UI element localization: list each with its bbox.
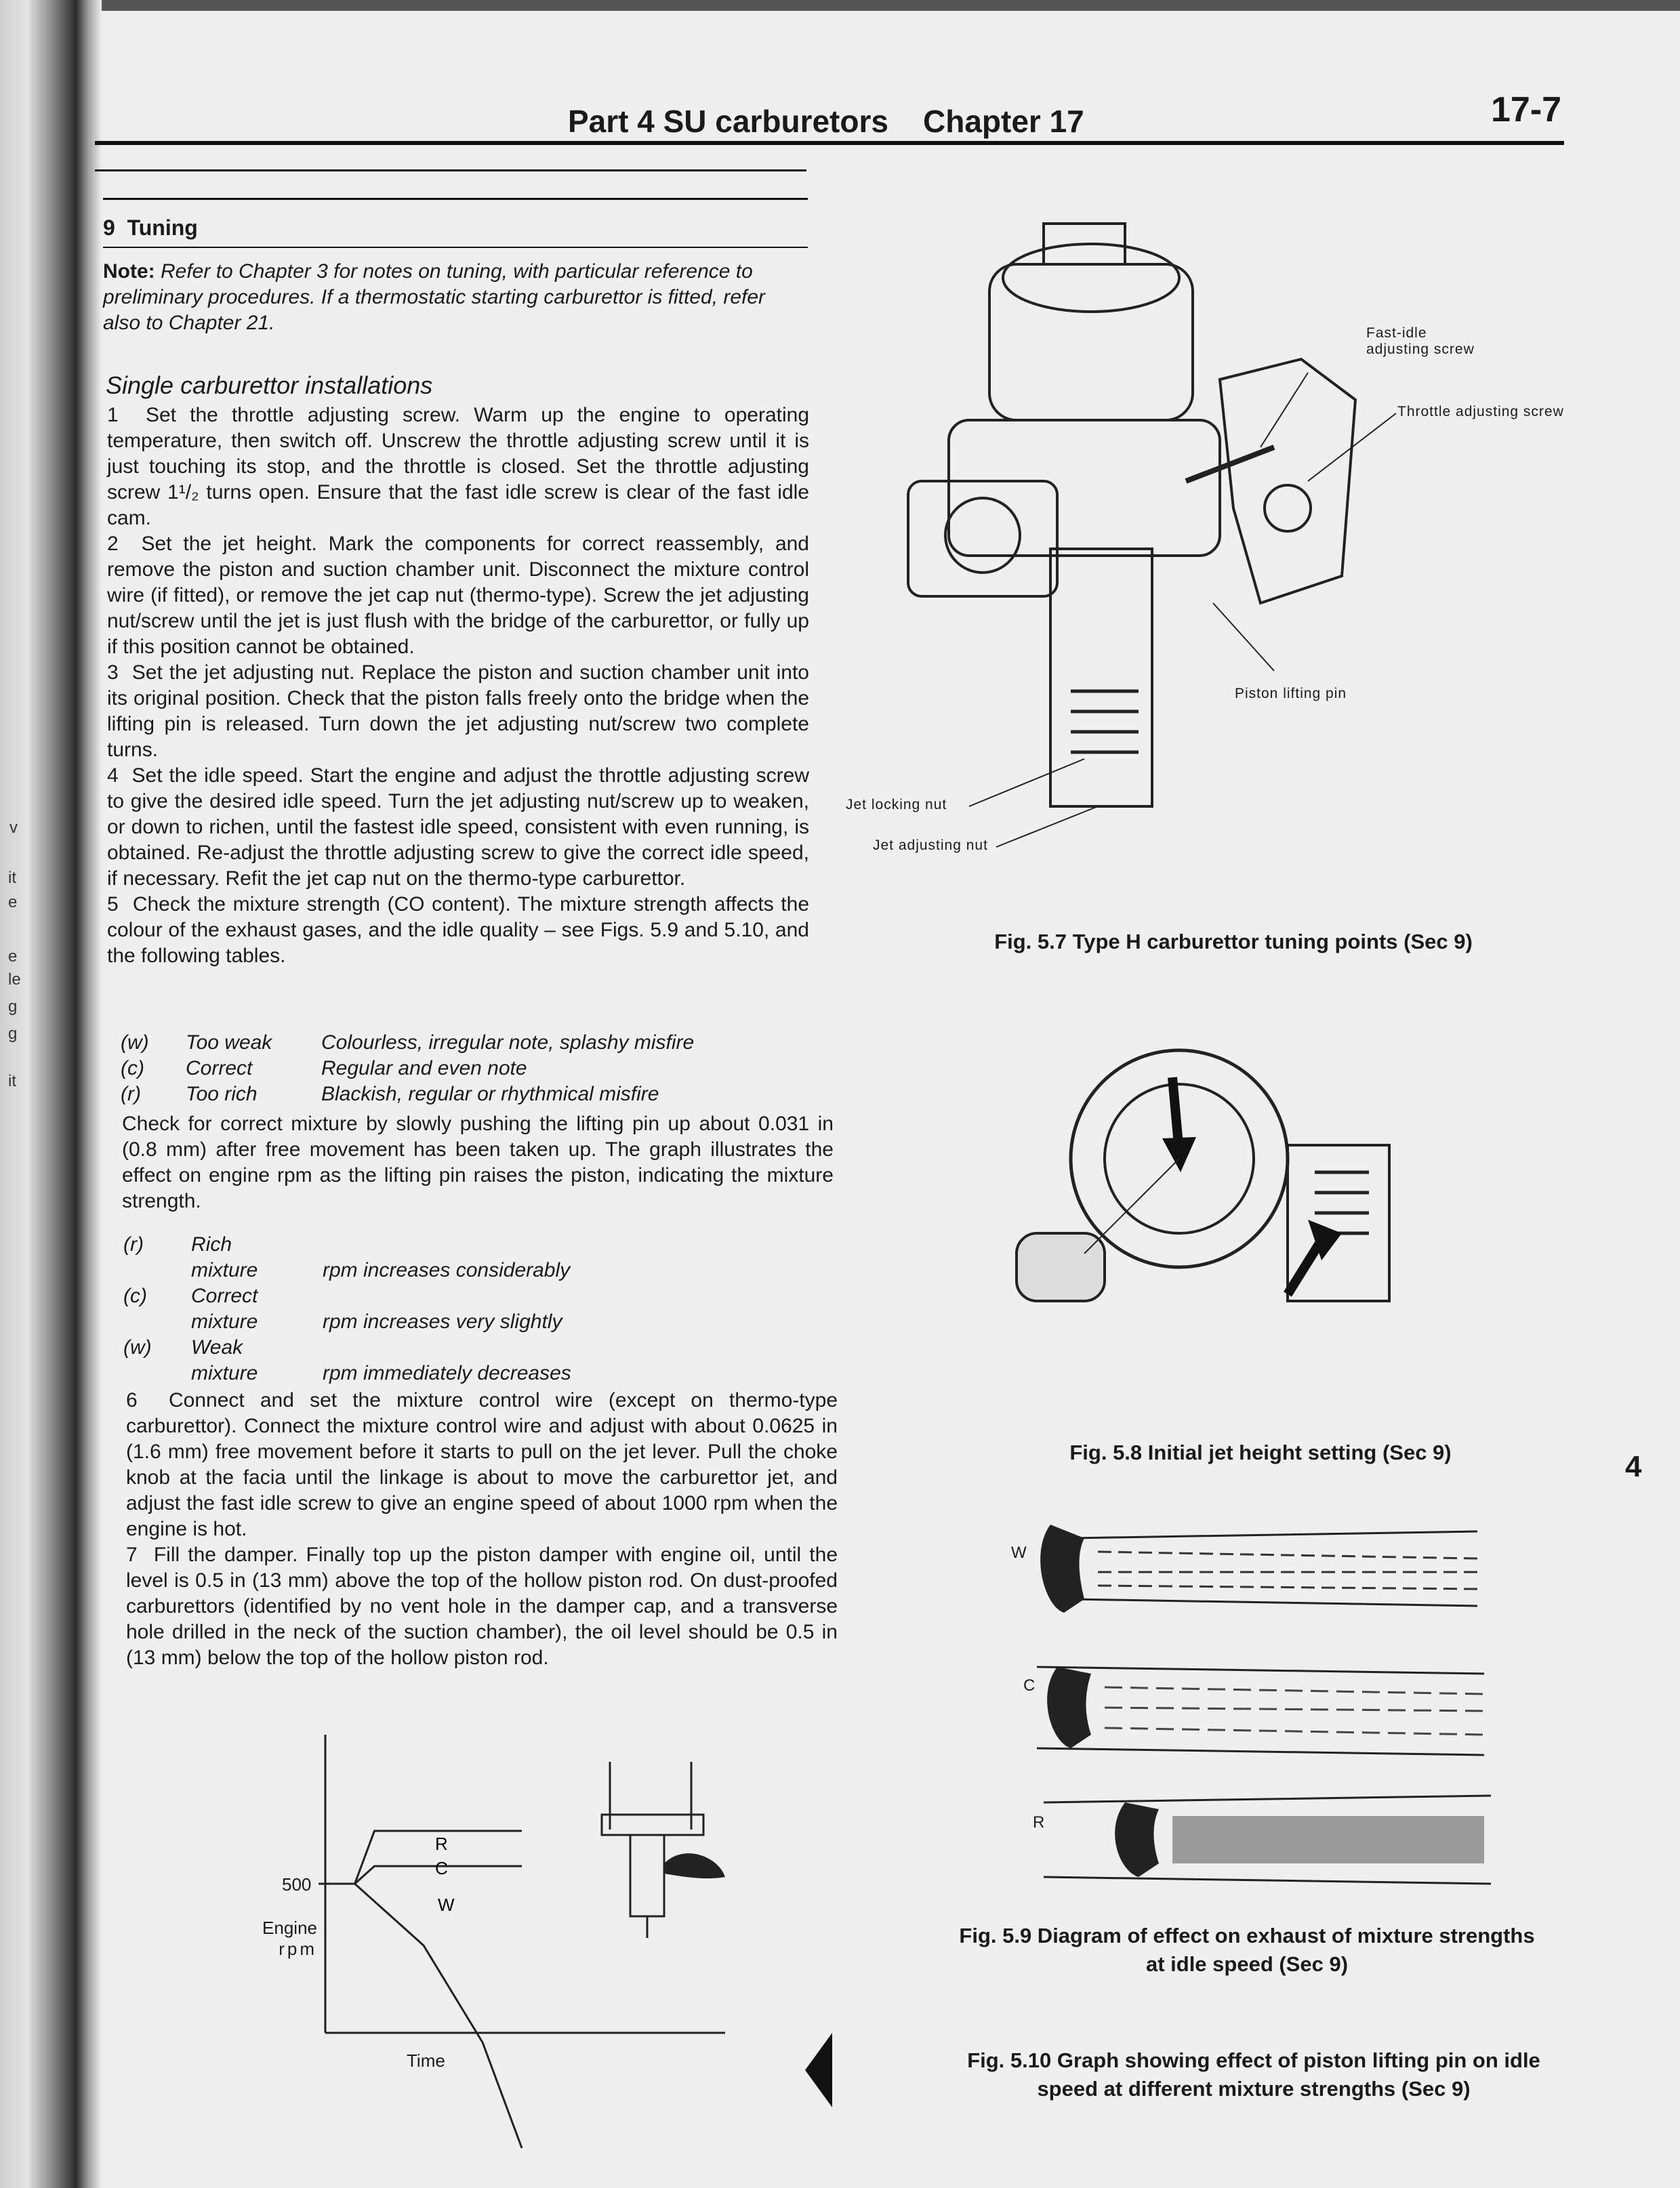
step-text: Set the throttle adjusting screw. Warm up the engine to operating temperature, then switch off. Unscrew the throttle adjusting screw until it is just touching its stop, and the throttle is closed. Set the throttle adjusting screw 1¹/₂ turns open. Ensure that the fast idle screw is clear of the fast idle cam. [107,404,810,529]
y-axis-label [252,1918,317,1960]
mixture-table-2 [123,1232,801,1386]
margin-mark: it [8,1072,16,1090]
leader-line [1213,603,1274,671]
exhaust-pipe-r [1023,1789,1498,1891]
arrow-left-icon [805,2033,832,2107]
page-number: 17-7 [1491,90,1562,129]
step-item [107,892,809,969]
step-text: Set the idle speed. Start the engine and adjust the throttle adjusting screw to give the desired idle speed. Turn the jet adjusting nut/screw up to weaken, or down to richen, until the fastest idle speed, consistent with even running, is obtained. Re-adjust the throttle adjusting screw to give the correct idle speed, if necessary. Refit the jet cap nut on the thermo-type carburettor. [107,764,810,890]
section-title: Tuning [127,215,198,240]
y-label-line: rpm [279,1939,317,1959]
book-spine-shadow [0,0,102,2188]
table-desc: Blackish, regular or rhythmical misfire [321,1083,659,1105]
step-item [107,763,809,892]
margin-mark: e [8,947,18,966]
label-line: Fast-idle [1366,325,1427,341]
step-text: Set the jet adjusting nut. Replace the piston and suction chamber unit into its original position. Check that the piston falls freely onto the bridge when the lifting pin is released. Turn down the jet adjusting nut/screw two complete turns. [107,661,809,761]
table-row [123,1309,801,1335]
table-row [123,1258,801,1283]
steps-list [107,402,809,969]
note-text: Refer to Chapter 3 for notes on tuning, with particular reference to preliminary procedures. If a thermostatic starting carburettor is fitted, refer also to Chapter 21. [103,260,766,334]
caption-line: speed at different mixture strengths (Sec 9) [1037,2077,1471,2101]
table-desc: rpm increases considerably [323,1259,571,1281]
pipe-label-c: C [1023,1676,1036,1695]
exhaust-pipe-c [1017,1653,1491,1762]
y-tick-label: 500 [282,1874,312,1895]
linkage-assembly [1220,359,1355,603]
chapter-title: Chapter 17 [923,104,1084,139]
x-axis-label: Time [407,2050,445,2071]
label-line: adjusting screw [1366,342,1475,357]
table-code: (w) [123,1336,152,1359]
section-rule-top [103,198,808,200]
fig-5-7-caption: Fig. 5.7 Type H carburettor tuning points (Sec 9) [994,930,1473,953]
suction-chamber [989,264,1193,420]
note-paragraph [103,259,808,336]
step-number: 6 [126,1389,138,1411]
leader-line [1261,373,1308,447]
caption-line: Fig. 5.10 Graph showing effect of piston lifting pin on idle [967,2048,1540,2072]
header-rule-thin [95,169,806,171]
mixture-table-1 [121,1030,798,1107]
y-label-line: Engine [262,1918,317,1938]
subheading: Single carburettor installations [106,371,433,399]
fig-5-10-caption [901,2046,1606,2103]
caption-line: at idle speed (Sec 9) [1145,1952,1349,1976]
table-row [123,1232,801,1258]
jet-height-illustration [1003,1037,1437,1308]
steps-list-2 [126,1388,838,1671]
label-piston-lifting-pin: Piston lifting pin [1235,686,1347,701]
table-name: Rich [191,1233,232,1256]
throttle-spindle [1265,485,1311,531]
table-desc: Regular and even note [321,1057,527,1079]
check-paragraph: Check for correct mixture by slowly pushing the lifting pin up about 0.031 in (0.8 mm) after free movement has been taken up. The graph illustrates the effect on engine rpm as the lifting pin raises the piston, indicating the mixture strength. [122,1113,834,1212]
table-code: (w) [121,1031,149,1054]
carburettor-body [949,420,1220,556]
step-text: Connect and set the mixture control wire (except on thermo-type carburettor). Connect the mixture control wire and adjust with about 0.0625 in (1.6 mm) free movement before it starts to pull on the jet lever. Pull the choke knob at the facia until the linkage is about to move the carburettor jet, and adjust the fast idle screw to give an engine speed of about 1000 rpm when the engine is hot. [126,1389,838,1540]
running-title: Part 4 SU carburetors [568,104,888,139]
table-row [121,1030,798,1056]
jet-adjusting-nut [1071,691,1139,752]
leader-line [996,806,1098,847]
step-number: 7 [126,1544,138,1566]
table-code: (c) [121,1057,144,1079]
table-name: Too rich [186,1083,258,1105]
table-row [121,1056,798,1081]
step-text: Check the mixture strength (CO content). The mixture strength affects the colour of the exhaust gases, and the idle quality – see Figs. 5.9 and 5.10, and the following tables. [107,893,810,967]
step-text: Set the jet height. Mark the components for correct reassembly, and remove the piston and suction chamber unit. Disconnect the mixture control wire (if fitted), or remove the jet cap nut (thermo-type). Screw the jet adjusting nut/screw until the jet is just flush with the bridge of the carburettor, or fully up if this position cannot be obtained. [107,533,809,658]
step-item [126,1388,838,1542]
step-number: 5 [107,893,119,915]
step-text: Fill the damper. Finally top up the piston damper with engine oil, until the level is 0.5 in (13 mm) above the top of the hollow piston rod. On dust-proofed carburettors (identified by no vent hole in the damper cap, and a transverse hole drilled in the neck of the suction chamber), the oil level should be 0.5 in (13 mm) below the top of the hollow piston rod. [126,1544,838,1669]
lifting-pin-illustration [596,1762,732,1938]
exhaust-pipe-w [1010,1511,1484,1626]
header-rule [95,141,1564,145]
section-heading [103,215,198,241]
series-label-c: C [435,1858,448,1878]
table-row [123,1335,801,1361]
table-name: Weak [191,1336,243,1359]
table-name: Correct [186,1057,253,1079]
series-label-r: R [435,1834,448,1854]
pipe-label-w: W [1011,1544,1027,1562]
table-name: Correct [191,1285,258,1307]
label-jet-adjusting-nut: Jet adjusting nut [873,838,988,853]
series-label-w: W [438,1895,455,1915]
leader-line [969,759,1084,806]
step-number: 2 [107,533,119,555]
step-number: 3 [107,661,119,684]
step-item [107,402,809,531]
float-chamber [1050,549,1152,806]
table-desc: rpm increases very slightly [323,1310,562,1333]
caption-line: Fig. 5.9 Diagram of effect on exhaust of mixture strengths [959,1924,1535,1947]
pipe-label-r: R [1033,1813,1045,1832]
label-throttle-screw: Throttle adjusting screw [1397,404,1564,419]
arrow-nut [1288,1240,1322,1294]
table-row [123,1361,801,1386]
step-number: 1 [107,404,119,426]
table-row [123,1283,801,1309]
table-name: Too weak [186,1031,272,1054]
margin-mark: g [8,1025,18,1043]
section-number: 9 [103,215,115,240]
table-desc: rpm immediately decreases [323,1362,571,1384]
chapter-tab-number: 4 [1625,1450,1642,1483]
table-code: (c) [123,1285,147,1307]
margin-mark: e [8,893,18,911]
table-name: mixture [191,1362,258,1384]
step-item [126,1542,838,1671]
margin-mark: v [9,819,18,837]
section-rule-bottom [103,247,808,248]
jet-detail-inset [1017,1233,1105,1301]
step-item [107,660,809,763]
table-name: mixture [191,1310,258,1333]
series-line-w [325,1884,522,2148]
label-fast-idle [1366,325,1475,358]
fig-5-9-caption [895,1922,1599,1979]
scan-top-edge [0,0,1680,11]
fig-5-8-caption: Fig. 5.8 Initial jet height setting (Sec 9) [1069,1441,1452,1464]
table-row [121,1081,798,1107]
note-label: Note: [103,260,155,283]
step-number: 4 [107,764,119,787]
table-name: mixture [191,1259,258,1281]
margin-mark: le [8,970,21,989]
step-item [107,531,809,660]
table-desc: Colourless, irregular note, splashy misfire [321,1031,695,1054]
margin-mark: g [8,997,18,1016]
carburettor-illustration [895,224,1450,874]
label-jet-locking-nut: Jet locking nut [846,797,947,812]
leader-line [1308,413,1396,481]
table-code: (r) [121,1083,141,1105]
margin-mark: it [8,869,16,887]
table-code: (r) [123,1233,144,1256]
series-line-r [325,1831,522,1884]
